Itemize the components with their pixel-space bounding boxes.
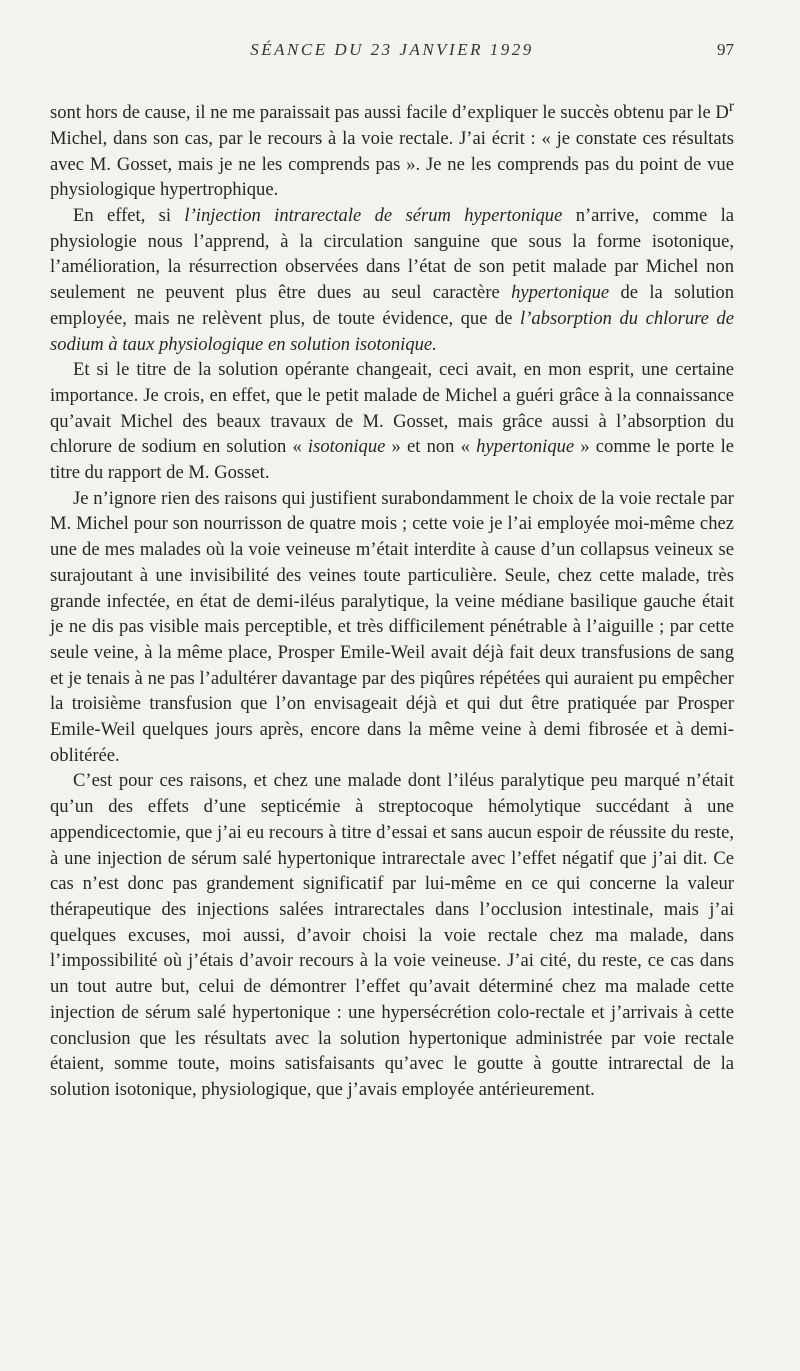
italic-text: l’absorption du chlorure de sodium à taux physiologique en solution isotonique. (50, 307, 734, 355)
italic-text: isotonique (307, 436, 386, 458)
text-run: C’est pour ces raisons, et chez une malade dont l’iléus paralytique peu marqué n’était qu’un des effets d’une septicémie à streptocoque hémolytique succédant à une appendicectomie, que j’ai eu recours à titre d’essai et sans aucun espoir de réussite du reste, à une injection de sérum salé hypertonique intrarectale avec l’effet négatif que j’ai dit. Ce cas n’est donc pas grandement significatif par lui-même en ce qui concerne la valeur thérapeutique des injections salées intrarectales dans l’occlusion intestinale, mais j’ai quelques excuses, moi aussi, d’avoir choisi la voie rectale chez ma malade, dans l’impossibilité où j’étais d’avoir recours à la voie veineuse. J’ai cité, du reste, ce cas dans un tout autre but, celui de démontrer l’effet qu’avait déterminé chez ma malade cette injection de sérum salé hypertonique : une hypersécrétion colo-rectale et j’arrivais à cette conclusion que les résultats avec la solution hypertonique administrée par voie rectale étaient, somme toute, moins satisfaisants qu’avec le goutte à goutte intrarectal de la solution isotonique, physiologique, que j’avais employée antérieurement. (50, 770, 734, 1100)
text-run: » comme le porte le titre du rapport de M. Gosset. (50, 436, 734, 484)
italic-text: hypertonique (511, 282, 610, 304)
text-run: » et non « (385, 436, 477, 458)
document-page (0, 40, 800, 1371)
text-run: sont hors de cause, il ne me paraissait pas aussi facile d’expliquer le succès obtenu par le D (50, 102, 729, 124)
text-run: n’arrive, comme la physiologie nous l’apprend, à la circulation sanguine que sous la forme isotonique, l’amélioration, la résurrection observées dans l’état de son petit malade par Michel non seulement ne peuvent plus être dues au seul caractère (50, 205, 734, 304)
running-title: SÉANCE DU 23 JANVIER 1929 (250, 40, 534, 59)
text-run: Je n’ignore rien des raisons qui justifient surabondamment le choix de la voie rectale par M. Michel pour son nourrisson de quatre mois ; cette voie je l’ai employée moi-même chez une de mes malades où la voie veineuse m’était interdite à cause d’un collapsus veineux se surajoutant à une invisibilité des veines toute particulière. Seule, chez cette malade, très grande infectée, en état de demi-iléus paralytique, la veine médiane basilique gauche était je ne dis pas visible mais perceptible, et très difficilement pénétrable à l’aiguille ; par cette seule veine, à la même place, Prosper Emile-Weil avait déjà fait deux transfusions de sang et je tenais à ne pas l’adultérer davantage par des piqûres répétées qui auraient pu empêcher la troisième transfusion que l’on envisageait déjà et qui dut être pratiquée par Prosper Emile-Weil quelques jours après, encore dans la même veine à demi fibrosée et à demi-oblitérée. (50, 487, 734, 766)
text-run: de la solution employée, mais ne relèvent plus, de toute évidence, que de (50, 282, 734, 329)
paragraph-1 (50, 94, 734, 203)
superscript-text: r (728, 98, 734, 115)
text-run: Et si le titre de la solution opérante changeait, ceci avait, en mon esprit, une certaine importance. Je crois, en effet, que le petit malade de Michel a guéri grâce à la connaissance qu’avait Michel des beaux travaux de M. Gosset, mais grâce aussi à l’absorption du chlorure de sodium en solution « (50, 359, 734, 458)
body-text (50, 94, 734, 1103)
paragraph-3 (50, 357, 734, 486)
paragraph-2 (50, 203, 734, 357)
page-number: 97 (717, 40, 734, 59)
paragraph-5 (50, 768, 734, 1102)
page-header (50, 40, 734, 72)
text-run: En effet, si (73, 205, 185, 226)
paragraph-4 (50, 486, 734, 769)
italic-text: l’injection intrarectale de sérum hypertonique (184, 205, 563, 226)
text-run: Michel, dans son cas, par le recours à la voie rectale. J’ai écrit : « je constate ces résultats avec M. Gosset, mais je ne les comprends pas ». Je ne les comprends pas du point de vue physiologique hypertrophique. (50, 127, 734, 201)
italic-text: hypertonique (476, 436, 575, 458)
